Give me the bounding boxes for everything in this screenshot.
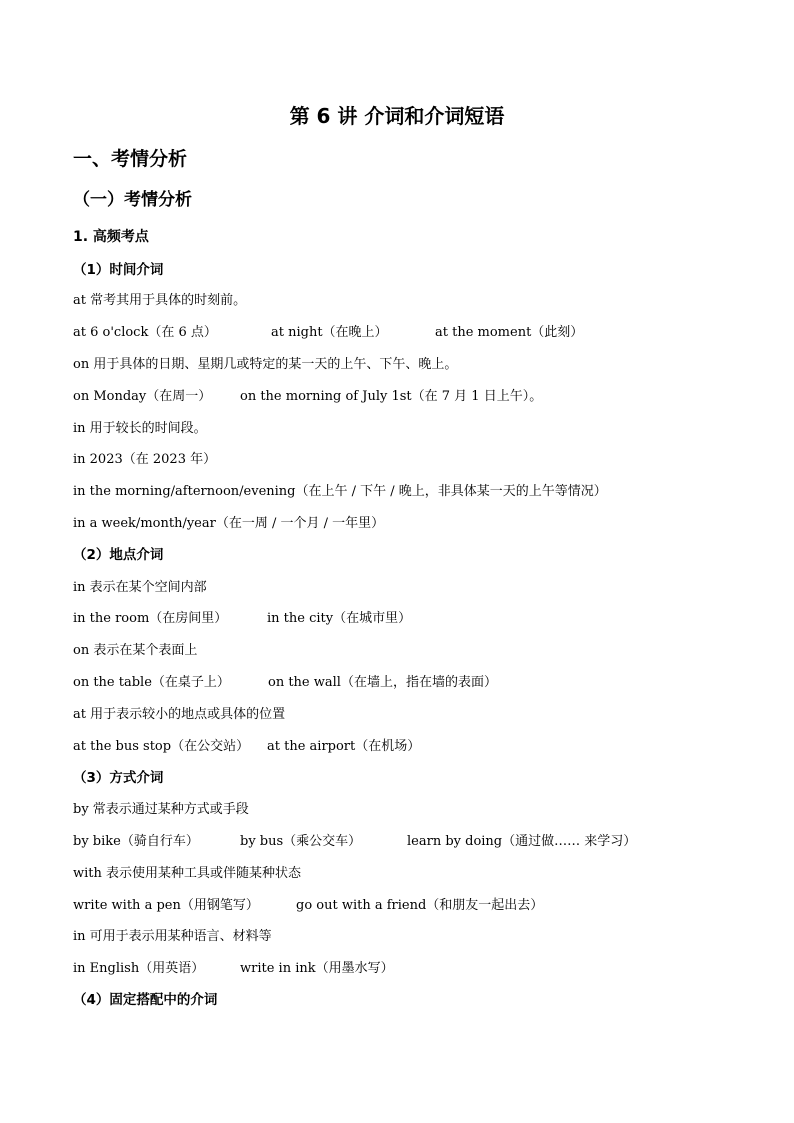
example-item: go out with a friend（和朋友一起出去） [296,898,544,913]
example-item: at 6 o'clock（在 6 点） [73,325,217,340]
example-item: write in ink（用墨水写） [240,961,394,976]
example-item: on the table（在桌子上） [73,675,230,690]
example-item: at the moment（此刻） [435,325,584,340]
text-in-place-description: in 表示在某个空间内部 [73,580,207,595]
heading-time-prepositions: （1）时间介词 [73,262,164,278]
text-in-description: in 用于较长的时间段。 [73,421,207,436]
example-in-year: in 2023（在 2023 年） [73,452,217,467]
text-at-place-description: at 用于表示较小的地点或具体的位置 [73,707,286,722]
example-item: by bus（乘公交车） [240,834,362,849]
text-in-manner-description: in 可用于表示用某种语言、材料等 [73,929,272,944]
heading-fixed-collocations: （4）固定搭配中的介词 [73,992,218,1008]
page-title: 第 6 讲 介词和介词短语 [289,104,505,128]
text-on-description: on 用于具体的日期、星期几或特定的某一天的上午、下午、晚上。 [73,357,458,372]
example-item: learn by doing（通过做…… 来学习） [407,834,637,849]
example-item: on the morning of July 1st（在 7 月 1 日上午）。 [240,389,543,404]
example-item: at the bus stop（在公交站） [73,739,250,754]
text-with-description: with 表示使用某种工具或伴随某种状态 [73,866,302,881]
example-in-part-of-day: in the morning/afternoon/evening（在上午 / 下午 / 晚上，非具体某一天的上午等情况） [73,484,607,499]
example-item: in English（用英语） [73,961,205,976]
example-item: in the city（在城市里） [267,611,412,626]
heading-place-prepositions: （2）地点介词 [73,547,164,563]
point-heading-high-frequency: 1. 高频考点 [73,229,149,245]
heading-manner-prepositions: （3）方式介词 [73,770,164,786]
example-item: by bike（骑自行车） [73,834,199,849]
section-heading-analysis: 一、考情分析 [73,148,188,170]
text-on-place-description: on 表示在某个表面上 [73,643,198,658]
text-at-description: at 常考其用于具体的时刻前。 [73,293,247,308]
example-item: at night（在晚上） [271,325,388,340]
example-item: on the wall（在墙上，指在墙的表面） [268,675,497,690]
text-by-description: by 常表示通过某种方式或手段 [73,802,249,817]
example-in-period: in a week/month/year（在一周 / 一个月 / 一年里） [73,516,385,531]
example-item: write with a pen（用钢笔写） [73,898,259,913]
subsection-heading-analysis: （一）考情分析 [73,190,192,210]
example-item: at the airport（在机场） [267,739,421,754]
example-item: on Monday（在周一） [73,389,212,404]
example-item: in the room（在房间里） [73,611,228,626]
